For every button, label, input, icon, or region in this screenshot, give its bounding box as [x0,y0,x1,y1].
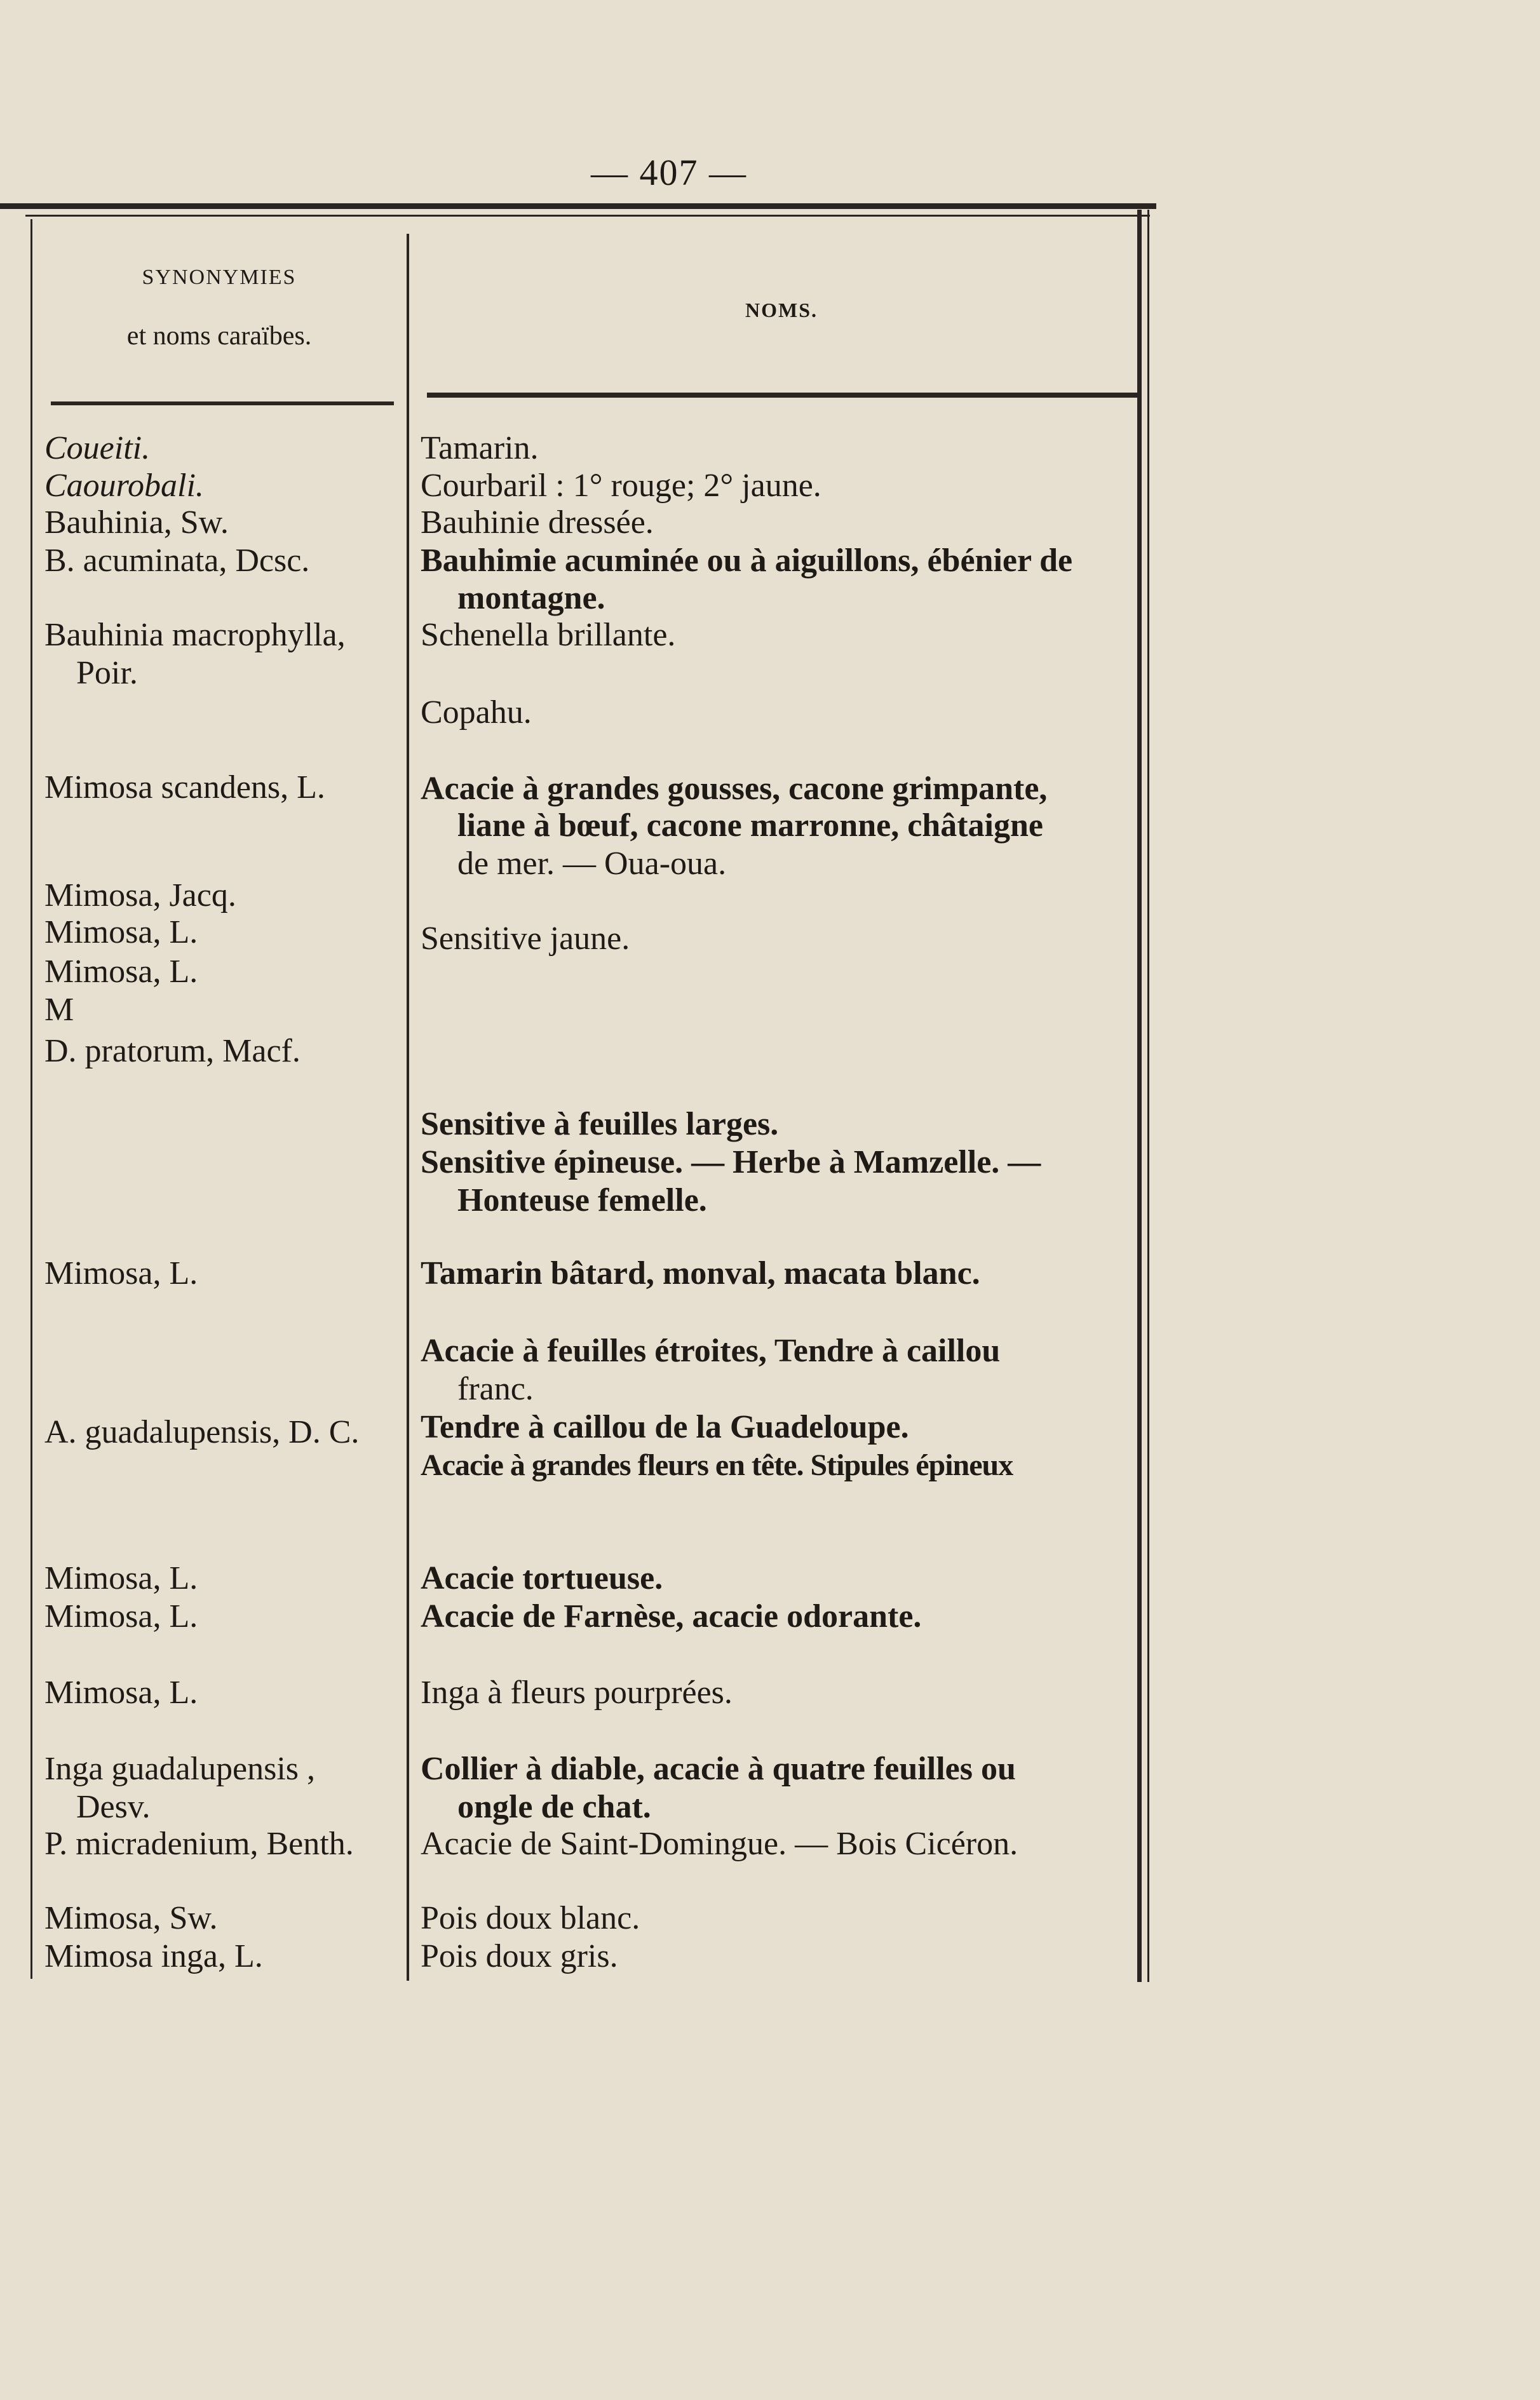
nom-entry: Acacie de Farnèse, acacie odorante. [421,1598,922,1635]
nom-entry: Acacie à feuilles étroites, Tendre à caillou [421,1333,1001,1369]
synonym-entry: Desv. [76,1789,151,1825]
nom-entry: Pois doux gris. [421,1938,618,1974]
nom-entry: Acacie tortueuse. [421,1560,663,1596]
synonym-entry: Poir. [76,655,138,691]
nom-entry: Bauhimie acuminée ou à aiguillons, ébénier de [421,543,1073,579]
nom-entry: Tamarin bâtard, monval, macata blanc. [421,1255,980,1291]
synonym-entry: A. guadalupensis, D. C. [44,1414,360,1450]
left-border [30,219,32,1979]
nom-entry: Acacie à grandes gousses, cacone grimpante, [421,771,1048,807]
nom-entry: Bauhinie dressée. [421,504,654,541]
nom-entry: Collier à diable, acacie à quatre feuilles ou [421,1751,1016,1787]
nom-entry: Copahu. [421,694,532,731]
top-rule [0,203,1156,209]
nom-entry: liane à bœuf, cacone marronne, châtaigne [457,807,1043,844]
synonym-entry: Mimosa, Sw. [44,1900,218,1936]
synonym-entry: Mimosa, L. [44,1675,198,1711]
nom-entry: Schenella brillante. [421,617,676,653]
nom-entry: ongle de chat. [457,1789,651,1825]
synonym-entry: Bauhinia, Sw. [44,504,229,541]
header-rule-left [51,401,394,405]
synonym-entry: D. pratorum, Macf. [44,1033,301,1069]
nom-entry: franc. [457,1371,534,1407]
synonym-entry: B. acuminata, Dcsc. [44,543,310,579]
header-noms: NOMS. [745,299,818,321]
nom-entry: montagne. [457,580,605,616]
right-border [1137,210,1142,1982]
synonym-entry: M [44,992,74,1028]
nom-entry: Acacie de Saint-Domingue. — Bois Cicéron. [421,1826,1018,1862]
synonym-entry: Mimosa, L. [44,1255,198,1291]
synonym-entry: Mimosa, L. [44,1598,198,1635]
synonym-entry: Mimosa, L. [44,954,198,990]
nom-entry: Tendre à caillou de la Guadeloupe. [421,1409,909,1445]
synonym-entry: Inga guadalupensis , [44,1751,316,1787]
column-divider [407,234,409,1981]
nom-entry: Honteuse femelle. [457,1182,707,1218]
header-synonymies-sub: et noms caraïbes. [126,321,312,351]
nom-entry: Inga à fleurs pourprées. [421,1675,733,1711]
header-synonymies: SYNONYMIES [142,266,297,289]
nom-entry: de mer. — Oua-oua. [457,846,727,882]
nom-entry: Courbaril : 1° rouge; 2° jaune. [421,468,821,504]
synonym-entry: Caourobali. [44,468,204,504]
header-rule-right [427,393,1138,398]
nom-entry: Sensitive à feuilles larges. [421,1106,779,1142]
nom-entry: Acacie à grandes fleurs en tête. Stipules épineux [421,1448,1013,1482]
page-number: — 407 — [591,152,747,193]
synonym-entry: Mimosa, L. [44,1560,198,1596]
nom-entry: Pois doux blanc. [421,1900,640,1936]
top-rule-thin [25,215,1150,217]
nom-entry: Sensitive jaune. [421,920,630,957]
synonym-entry: Mimosa, L. [44,914,198,950]
synonym-entry: P. micradenium, Benth. [44,1826,354,1862]
synonym-entry: Mimosa, Jacq. [44,877,236,913]
synonym-entry: Bauhinia macrophylla, [44,617,346,653]
nom-entry: Tamarin. [421,430,539,466]
synonym-entry: Mimosa scandens, L. [44,769,325,806]
synonym-entry: Mimosa inga, L. [44,1938,263,1974]
right-border-inner [1147,210,1149,1982]
nom-entry: Sensitive épineuse. — Herbe à Mamzelle. — [421,1144,1041,1180]
synonym-entry: Coueiti. [44,430,151,466]
